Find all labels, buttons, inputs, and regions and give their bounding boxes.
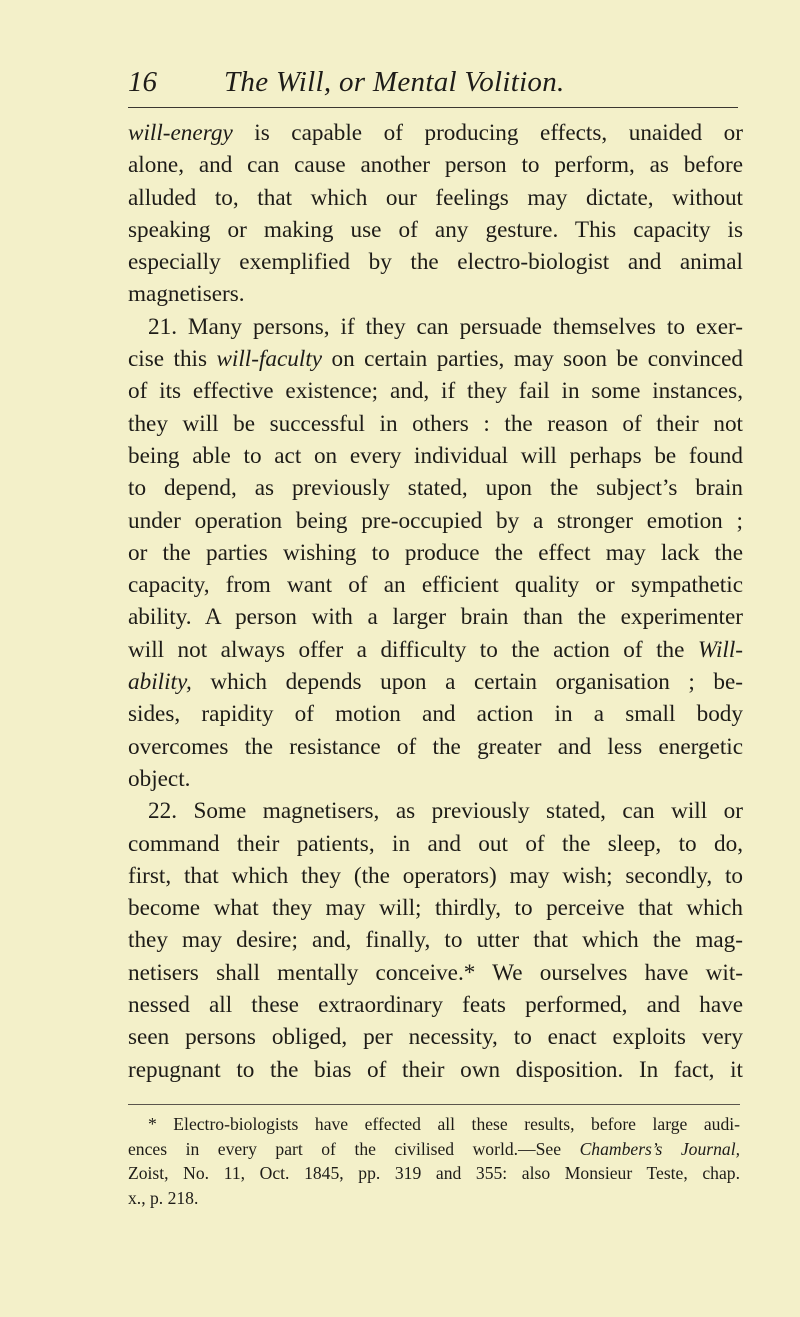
text-line: seen persons obliged, per necessity, to enact exploits very — [128, 1024, 743, 1051]
text-line: cise this will-faculty on certain parties, may soon be convinced — [128, 346, 743, 373]
header-rule — [128, 107, 738, 108]
text-line: magnetisers. — [128, 281, 245, 308]
text-line: of its effective existence; and, if they fail in some instances, — [128, 378, 743, 405]
text-line: under operation being pre-occupied by a stronger emotion ; — [128, 507, 743, 534]
text-line: repugnant to the bias of their own disposition. In fact, it — [128, 1056, 743, 1083]
text-line: command their patients, in and out of the sleep, to do, — [128, 830, 743, 857]
text-line: being able to act on every individual will perhaps be found — [128, 442, 743, 469]
footnote-line: x., p. 218. — [128, 1187, 199, 1208]
text-line: overcomes the resistance of the greater and less energetic — [128, 733, 743, 760]
text-line: become what they may will; thirdly, to perceive that which — [128, 895, 743, 922]
text-line: speaking or making use of any gesture. This capacity is — [128, 216, 743, 243]
text-line: will-energy is capable of producing effects, unaided or — [128, 120, 743, 146]
footnote-rule — [128, 1104, 740, 1105]
running-title: The Will, or Mental Volition. — [224, 66, 565, 98]
text-line: sides, rapidity of motion and action in a small body — [128, 701, 743, 728]
text-line: especially exemplified by the electro-biologist and animal — [128, 249, 743, 276]
footnote-line: ences in every part of the civilised world.—See Chambers’s Journal, — [128, 1138, 740, 1159]
page-number: 16 — [128, 66, 157, 98]
text-line: or the parties wishing to produce the effect may lack the — [128, 539, 743, 566]
text-line: ability, which depends upon a certain organisation ; be- — [128, 669, 743, 696]
text-line: netisers shall mentally conceive.* We ourselves have wit- — [128, 959, 743, 986]
text-line: alluded to, that which our feelings may dictate, without — [128, 184, 743, 211]
text-line: nessed all these extraordinary feats performed, and have — [128, 992, 743, 1019]
footnote-line: * Electro-biologists have effected all these results, before large audi- — [148, 1114, 740, 1134]
text-line: to depend, as previously stated, upon the subject’s brain — [128, 475, 743, 502]
text-line: capacity, from want of an efficient quality or sympathetic — [128, 572, 743, 599]
text-line: ability. A person with a larger brain than the experimenter — [128, 604, 743, 631]
footnote-line: Zoist, No. 11, Oct. 1845, pp. 319 and 355: also Monsieur Teste, chap. — [128, 1163, 740, 1184]
text-line: alone, and can cause another person to perform, as before — [128, 152, 743, 179]
text-line: object. — [128, 765, 191, 792]
text-line: will not always offer a difficulty to the action of the Will- — [128, 636, 743, 663]
text-line: they will be successful in others : the reason of their not — [128, 410, 743, 437]
text-line: first, that which they (the operators) may wish; secondly, to — [128, 862, 743, 889]
footnote — [128, 1112, 740, 1210]
running-head — [128, 66, 738, 102]
body-text — [128, 117, 743, 1086]
text-line: they may desire; and, finally, to utter that which the mag- — [128, 927, 743, 954]
paragraph-22-start: 22. Some magnetisers, as previously stated, can will or — [148, 798, 743, 825]
paragraph-21-start: 21. Many persons, if they can persuade themselves to exer- — [148, 313, 743, 340]
